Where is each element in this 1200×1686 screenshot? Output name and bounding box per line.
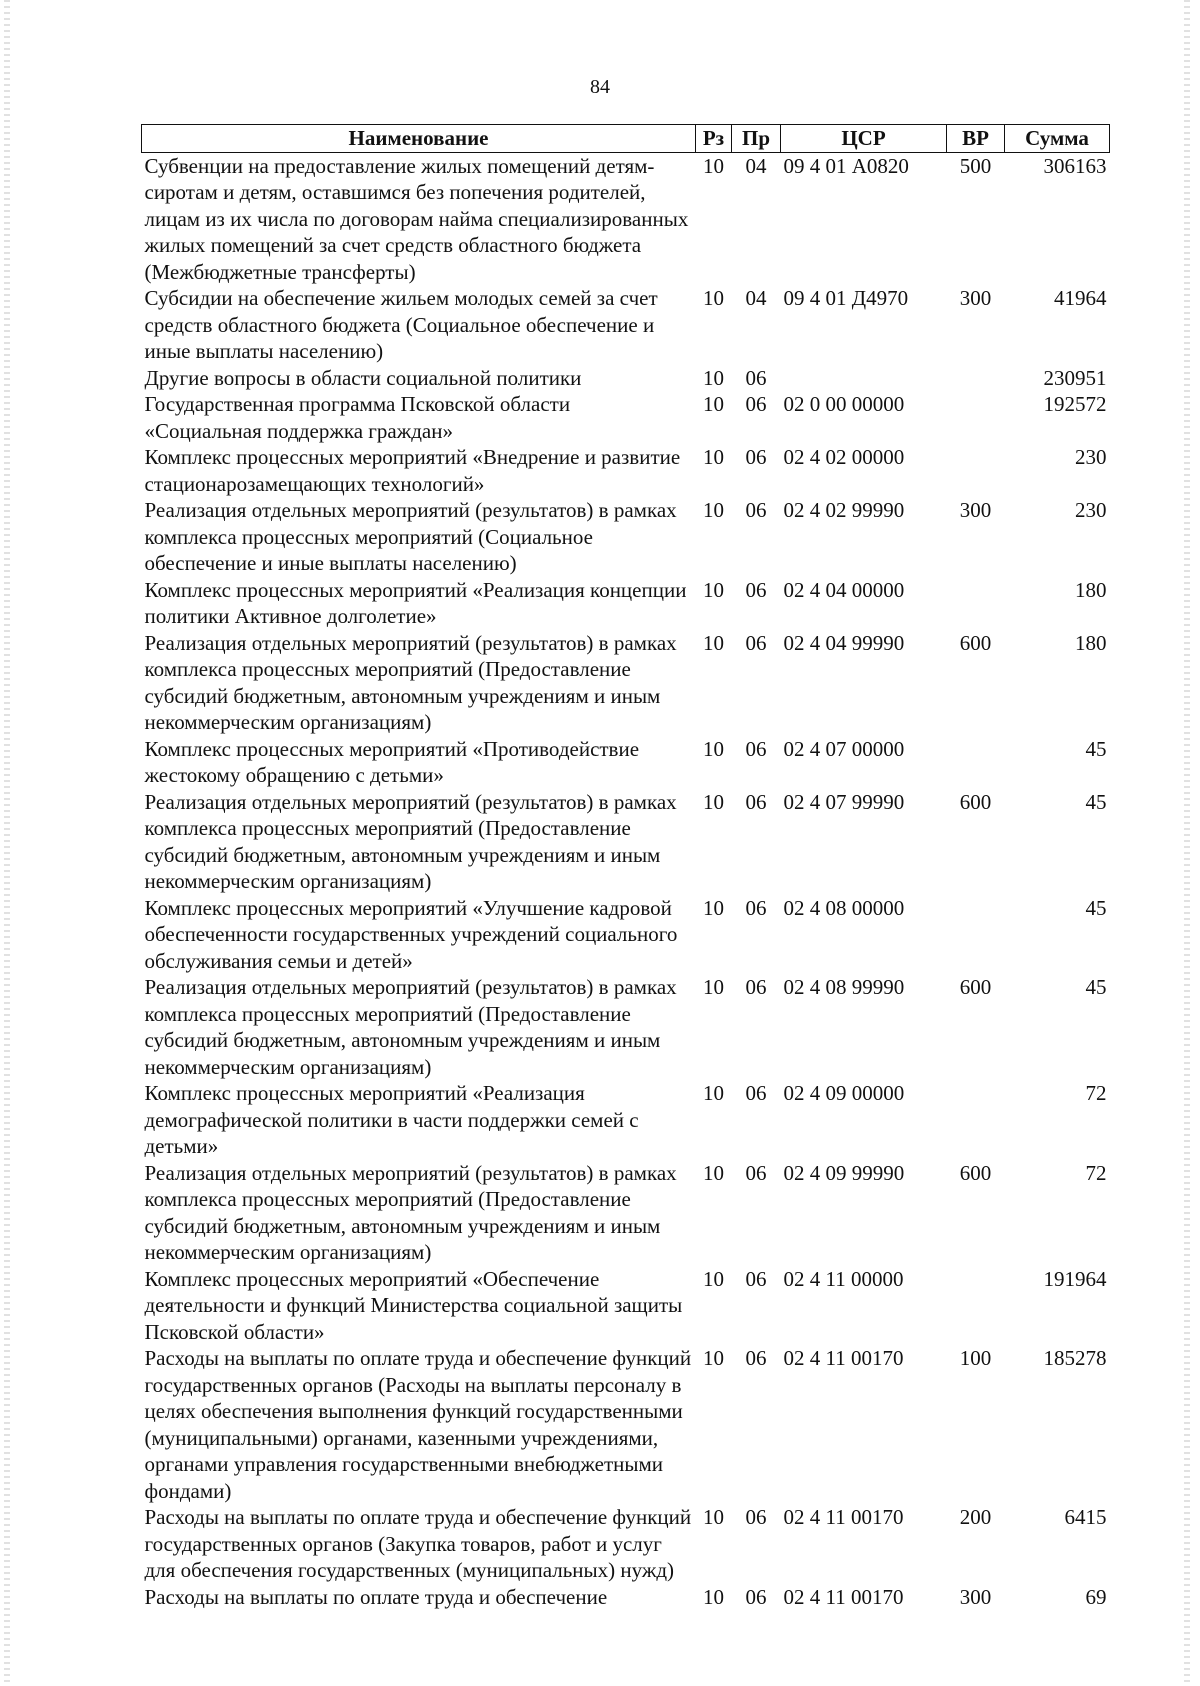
page-number: 84	[590, 76, 610, 98]
cell-vr: 300	[959, 286, 992, 310]
cell-sum: 45	[1085, 789, 1107, 814]
table-row	[142, 974, 1110, 1080]
cell-csr: 02 4 04 00000	[783, 577, 905, 602]
cell-pr: 06	[745, 392, 767, 416]
cell-sum: 180	[1075, 630, 1107, 655]
cell-pr: 06	[745, 1266, 767, 1291]
cell-rz: 10	[703, 1584, 724, 1609]
cell-rz: 10	[703, 975, 724, 999]
cell-csr	[781, 365, 947, 392]
cell-vr	[947, 391, 1005, 444]
cell-vr: 100	[959, 1346, 992, 1370]
cell-rz: 10	[703, 577, 724, 602]
table-row	[142, 1266, 1110, 1346]
cell-sum: 45	[1085, 895, 1107, 920]
cell-name: Комплекс процессных мероприятий «Противодействие жестокому обращению с детьми»	[144, 736, 640, 787]
table-row	[142, 497, 1110, 577]
header-pr: Пр	[732, 125, 781, 153]
cell-pr: 06	[745, 1081, 767, 1105]
cell-rz: 10	[703, 392, 724, 416]
cell-pr: 06	[745, 498, 767, 522]
cell-rz: 10	[703, 736, 724, 761]
cell-vr: 600	[959, 1160, 992, 1185]
cell-csr: 02 4 11 00170	[783, 1584, 904, 1609]
cell-csr: 02 4 02 99990	[783, 498, 905, 522]
cell-csr: 02 4 07 00000	[783, 736, 905, 761]
cell-pr: 06	[745, 736, 767, 761]
cell-vr	[947, 577, 1005, 630]
cell-vr	[947, 895, 1005, 975]
cell-vr: 600	[959, 789, 992, 814]
header-name: Наименование	[142, 125, 696, 153]
header-vr: ВР	[947, 125, 1005, 153]
cell-vr	[947, 365, 1005, 392]
cell-name: Реализация отдельных мероприятий (результатов) в рамках комплекса процессных мероприятий (Предоставление субсидий бюджетным, автономным учреждениям и иным некоммерческим организациям)	[144, 630, 677, 734]
cell-pr: 06	[745, 630, 767, 655]
cell-vr: 600	[959, 975, 992, 999]
cell-rz: 10	[703, 630, 724, 655]
cell-pr: 06	[745, 577, 767, 602]
cell-rz: 10	[703, 1160, 724, 1185]
cell-rz: 10	[703, 365, 724, 390]
cell-sum: 230	[1075, 498, 1107, 522]
cell-rz: 10	[703, 895, 724, 920]
table-row	[142, 577, 1110, 630]
table-header-row	[142, 125, 1110, 153]
cell-pr: 06	[745, 1505, 767, 1529]
cell-sum: 230951	[1043, 365, 1107, 390]
cell-csr: 09 4 01 А0820	[783, 153, 909, 178]
cell-rz: 10	[703, 153, 724, 178]
cell-rz: 10	[703, 789, 724, 814]
cell-name: Комплекс процессных мероприятий «Реализация демографической политики в части поддержки семей с детьми»	[144, 1081, 639, 1158]
cell-name: Реализация отдельных мероприятий (результатов) в рамках комплекса процессных мероприятий (Предоставление субсидий бюджетным, автономным учреждениям и иным некоммерческим организациям)	[144, 975, 677, 1079]
cell-sum: 69	[1085, 1584, 1107, 1609]
cell-csr: 02 4 09 00000	[783, 1081, 905, 1105]
cell-sum: 192572	[1043, 392, 1107, 416]
header-csr: ЦСР	[781, 125, 947, 153]
cell-pr: 06	[745, 1584, 767, 1609]
cell-name: Реализация отдельных мероприятий (результатов) в рамках комплекса процессных мероприятий (Предоставление субсидий бюджетным, автономным учреждениям и иным некоммерческим организациям)	[144, 1160, 677, 1264]
table-row	[142, 630, 1110, 736]
cell-vr: 200	[959, 1505, 992, 1529]
table-row	[142, 365, 1110, 392]
cell-pr: 06	[745, 365, 767, 390]
table-row	[142, 1345, 1110, 1504]
cell-rz: 10	[703, 1081, 724, 1105]
cell-csr: 02 4 02 00000	[783, 445, 905, 469]
scan-edge-left	[4, 0, 10, 1686]
cell-csr: 02 4 09 99990	[783, 1160, 905, 1185]
header-rz: Рз	[696, 125, 732, 153]
cell-vr: 300	[959, 498, 992, 522]
cell-pr: 06	[745, 895, 767, 920]
cell-pr: 06	[745, 445, 767, 469]
cell-rz: 10	[703, 286, 724, 310]
cell-vr	[947, 1266, 1005, 1346]
table-row	[142, 1584, 1110, 1611]
cell-name: Субвенции на предоставление жилых помещений детям-сиротам и детям, оставшимся без попечения родителей, лицам из их числа по договорам найма специализированных жилых помещений за счет средств областного бюджета (Межбюджетные трансферты)	[144, 153, 689, 284]
cell-rz: 10	[703, 1346, 724, 1370]
cell-csr: 02 4 11 00000	[783, 1266, 904, 1291]
table-row	[142, 444, 1110, 497]
cell-csr: 02 4 11 00170	[783, 1505, 904, 1529]
cell-pr: 06	[745, 975, 767, 999]
table-row	[142, 285, 1110, 365]
table-row	[142, 152, 1110, 285]
table-row	[142, 1080, 1110, 1160]
cell-name: Другие вопросы в области социальной политики	[144, 365, 582, 390]
cell-sum: 185278	[1043, 1346, 1107, 1370]
table-body	[142, 152, 1110, 1610]
cell-name: Комплекс процессных мероприятий «Улучшение кадровой обеспеченности государственных учреждений социального обслуживания семьи и детей»	[144, 895, 678, 973]
cell-sum: 180	[1075, 577, 1107, 602]
table-row	[142, 895, 1110, 975]
cell-vr: 300	[959, 1584, 992, 1609]
cell-vr	[947, 1080, 1005, 1160]
cell-sum: 45	[1085, 736, 1107, 761]
scan-edge-right	[1184, 0, 1190, 1686]
cell-rz: 10	[703, 445, 724, 469]
cell-sum: 72	[1085, 1081, 1107, 1105]
cell-name: Реализация отдельных мероприятий (результатов) в рамках комплекса процессных мероприятий (Предоставление субсидий бюджетным, автономным учреждениям и иным некоммерческим организациям)	[144, 789, 677, 893]
cell-vr: 500	[959, 153, 992, 178]
cell-csr: 02 4 08 99990	[783, 975, 905, 999]
cell-vr: 600	[959, 630, 992, 655]
cell-rz: 10	[703, 1266, 724, 1291]
cell-pr: 06	[745, 1160, 767, 1185]
cell-pr: 04	[745, 286, 767, 310]
header-sum: Сумма	[1005, 125, 1110, 153]
cell-csr: 02 4 07 99990	[783, 789, 905, 814]
table-row	[142, 391, 1110, 444]
cell-pr: 06	[745, 789, 767, 814]
cell-vr	[947, 736, 1005, 789]
cell-sum: 306163	[1043, 153, 1107, 178]
cell-rz: 10	[703, 1505, 724, 1529]
cell-csr: 02 0 00 00000	[783, 392, 905, 416]
cell-csr: 02 4 08 00000	[783, 895, 905, 920]
cell-name: Государственная программа Псковской области «Социальная поддержка граждан»	[144, 392, 571, 443]
cell-sum: 230	[1075, 445, 1107, 469]
cell-csr: 09 4 01 Д4970	[783, 286, 909, 310]
cell-csr: 02 4 04 99990	[783, 630, 905, 655]
cell-sum: 6415	[1064, 1505, 1107, 1529]
cell-name: Субсидии на обеспечение жильем молодых семей за счет средств областного бюджета (Социальное обеспечение и иные выплаты населению)	[144, 286, 658, 363]
cell-rz: 10	[703, 498, 724, 522]
cell-name: Комплекс процессных мероприятий «Реализация концепции политики Активное долголетие»	[144, 577, 687, 628]
cell-pr: 06	[745, 1346, 767, 1370]
budget-table	[141, 124, 1110, 1610]
cell-name: Расходы на выплаты по оплате труда и обеспечение	[144, 1584, 608, 1609]
cell-name: Реализация отдельных мероприятий (результатов) в рамках комплекса процессных мероприятий (Социальное обеспечение и иные выплаты населению)	[144, 498, 677, 575]
cell-name: Комплекс процессных мероприятий «Обеспечение деятельности и функций Министерства социальной защиты Псковской области»	[144, 1266, 683, 1344]
cell-name: Комплекс процессных мероприятий «Внедрение и развитие стационарозамещающих технологий»	[144, 445, 681, 496]
cell-sum: 72	[1085, 1160, 1107, 1185]
cell-vr	[947, 444, 1005, 497]
cell-sum: 45	[1085, 975, 1107, 999]
cell-csr: 02 4 11 00170	[783, 1346, 904, 1370]
table-row	[142, 1160, 1110, 1266]
table-row	[142, 789, 1110, 895]
table-row	[142, 736, 1110, 789]
cell-name: Расходы на выплаты по оплате труда и обеспечение функций государственных органов (Расходы на выплаты персоналу в целях обеспечения выполнения функций государственными (муниципальными) органами, казенными учреждениями, органами управления государственными внебюджетными фондами)	[144, 1346, 692, 1503]
cell-sum: 41964	[1054, 286, 1107, 310]
table-row	[142, 1504, 1110, 1584]
cell-name: Расходы на выплаты по оплате труда и обеспечение функций государственных органов (Закупка товаров, работ и услуг для обеспечения государственных (муниципальных) нужд)	[144, 1505, 692, 1582]
cell-sum: 191964	[1043, 1266, 1107, 1291]
cell-pr: 04	[745, 153, 767, 178]
